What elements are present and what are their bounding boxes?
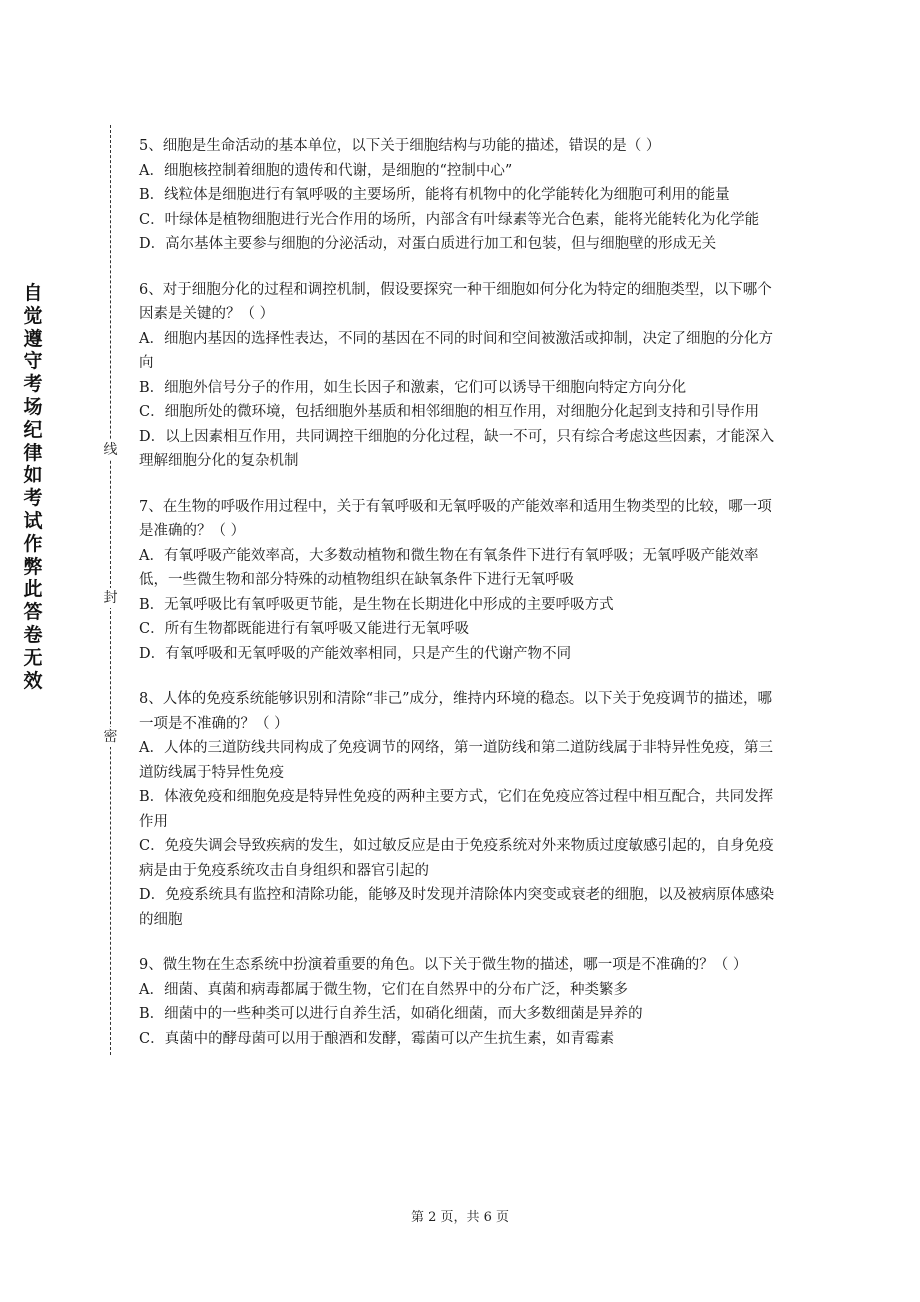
exam-discipline-notice: 自觉遵守考场纪律如考试作弊此答卷无效 — [23, 282, 43, 692]
question-8 — [139, 687, 784, 932]
question-stem: 8、人体的免疫系统能够识别和清除“非己”成分，维持内环境的稳态。以下关于免疫调节的描述，哪一项是不准确的？（ ） — [139, 691, 773, 732]
option-a: A．人体的三道防线共同构成了免疫调节的网络，第一道防线和第二道防线属于非特异性免疫，第三道防线属于特异性免疫 — [139, 740, 773, 781]
option-a: A．有氧呼吸产能效率高，大多数动植物和微生物在有氧条件下进行有氧呼吸；无氧呼吸产能效率低，一些微生物和部分特殊的动植物组织在缺氧条件下进行无氧呼吸 — [139, 547, 759, 588]
option-d: D．有氧呼吸和无氧呼吸的产能效率相同，只是产生的代谢产物不同 — [139, 645, 572, 662]
option-b: B．无氧呼吸比有氧呼吸更节能，是生物在长期进化中形成的主要呼吸方式 — [139, 596, 614, 613]
option-b: B．线粒体是细胞进行有氧呼吸的主要场所，能将有机物中的化学能转化为细胞可利用的能量 — [139, 187, 730, 203]
option-a: A．细胞核控制着细胞的遗传和代谢，是细胞的“控制中心” — [139, 162, 513, 179]
question-9 — [139, 953, 784, 1051]
option-b: B．细胞外信号分子的作用，如生长因子和激素，它们可以诱导干细胞向特定方向分化 — [139, 379, 687, 396]
option-c: C．免疫失调会导致疾病的发生，如过敏反应是由于免疫系统对外来物质过度敏感引起的，自身免疫病是由于免疫系统攻击自身组织和器官引起的 — [139, 838, 774, 879]
option-b: B．细菌中的一些种类可以进行自养生活，如硝化细菌，而大多数细菌是异养的 — [139, 1006, 643, 1022]
option-c: C．叶绿体是植物细胞进行光合作用的场所，内部含有叶绿素等光合色素，能将光能转化为化学能 — [139, 211, 760, 228]
option-d: D．高尔基体主要参与细胞的分泌活动，对蛋白质进行加工和包装，但与细胞壁的形成无关 — [139, 236, 717, 252]
question-7 — [139, 495, 784, 667]
question-stem: 7、在生物的呼吸作用过程中，关于有氧呼吸和无氧呼吸的产能效率和适用生物类型的比较，哪一项是准确的？（ ） — [139, 498, 772, 539]
option-c: C．所有生物都既能进行有氧呼吸又能进行无氧呼吸 — [139, 621, 470, 637]
option-d: D．以上因素相互作用，共同调控干细胞的分化过程，缺一不可，只有综合考虑这些因素，才能深入理解细胞分化的复杂机制 — [139, 428, 775, 469]
question-list — [139, 134, 784, 1072]
option-a: A．细胞内基因的选择性表达，不同的基因在不同的时间和空间被激活或抑制，决定了细胞的分化方向 — [139, 330, 773, 371]
option-a: A．细菌、真菌和病毒都属于微生物，它们在自然界中的分布广泛，种类繁多 — [139, 981, 628, 998]
option-c: C．真菌中的酵母菌可以用于酿酒和发酵，霉菌可以产生抗生素，如青霉素 — [139, 1030, 615, 1047]
question-stem: 5、细胞是生命活动的基本单位，以下关于细胞结构与功能的描述，错误的是（ ） — [139, 138, 661, 154]
option-c: C．细胞所处的微环境，包括细胞外基质和相邻细胞的相互作用，对细胞分化起到支持和引导作用 — [139, 404, 760, 420]
question-5 — [139, 134, 784, 257]
question-stem: 6、对于细胞分化的过程和调控机制，假设要探究一种干细胞如何分化为特定的细胞类型，以下哪个因素是关键的？（ ） — [139, 281, 772, 322]
question-stem: 9、微生物在生态系统中扮演着重要的角色。以下关于微生物的描述，哪一项是不准确的？（ ） — [139, 957, 748, 973]
binding-mark-feng: 封 — [103, 590, 118, 606]
question-6 — [139, 278, 784, 474]
option-d: D．免疫系统具有监控和清除功能，能够及时发现并清除体内突变或衰老的细胞，以及被病原体感染的细胞 — [139, 887, 775, 928]
binding-mark-xian: 线 — [103, 442, 118, 458]
option-b: B．体液免疫和细胞免疫是特异性免疫的两种主要方式，它们在免疫应答过程中相互配合，共同发挥作用 — [139, 789, 774, 830]
page-footer: 第 2 页，共 6 页 — [410, 1210, 510, 1225]
binding-mark-mi: 密 — [103, 729, 118, 745]
